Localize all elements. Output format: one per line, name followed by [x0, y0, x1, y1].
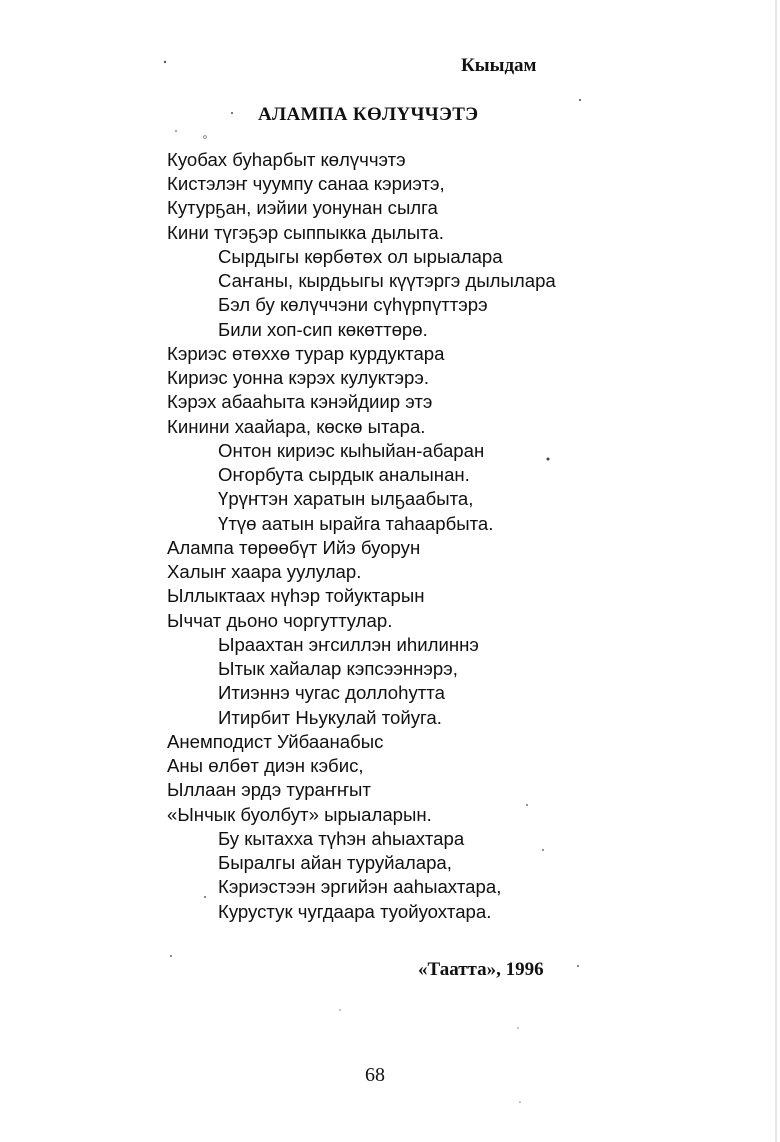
poem-line: Кэрэх абааһыта кэнэйдиир этэ [167, 391, 433, 413]
page-number: 68 [365, 1064, 385, 1086]
poem-line: Кистэлэҥ чуумпу санаа кэриэтэ, [167, 173, 445, 195]
poem-line: Ыраахтан эҥсиллэн иһилиннэ [218, 634, 479, 655]
poem-line: Ыллаан эрдэ тураҥҥыт [167, 779, 371, 801]
poem-line: Саҥаны, кырдьыгы күүтэргэ дылылара [218, 270, 556, 292]
poem-line: Аны өлбөт диэн кэбис, [167, 755, 364, 777]
stanza-2 [218, 245, 556, 342]
stanza-4 [218, 439, 493, 536]
poem-title: АЛАМПА КӨЛҮЧЧЭТЭ [258, 104, 479, 125]
poem-line: Онтон кириэс кыһыйан-абаран [218, 440, 485, 461]
poem-line: Бу кытахха түһэн аһыахтара [218, 828, 465, 849]
poem-line: Кэриэстээн эргийэн ааһыахтара, [218, 876, 502, 898]
poem-line: Быралгы айан туруйалара, [218, 852, 452, 874]
poem-line: Итиэннэ чугас доллоһутта [218, 682, 445, 704]
poem-line: Курустук чугдаара туойуохтара. [218, 900, 492, 922]
poem-line: Кинини хаайара, көскө ытара. [167, 415, 426, 437]
poem-line: Кэриэс өтөххө турар курдуктара [167, 343, 445, 364]
stanza-7 [167, 730, 432, 827]
poem-line: Алампа төрөөбүт Ийэ буорун [167, 537, 421, 558]
stanza-3 [167, 342, 444, 439]
poem-line: Оҥорбута сырдык аналынан. [218, 464, 470, 486]
poem-line: Кутурҕан, иэйии уонунан сылга [167, 197, 438, 219]
stanza-5 [167, 536, 425, 633]
poem-line: Бэл бу көлүччэни сүһүрпүттэрэ [218, 294, 488, 316]
source-attribution: «Таатта», 1996 [418, 959, 544, 980]
poem-line: Үтүө аатын ырайга таһаарбыта. [218, 512, 494, 534]
poem-line: Ыччат дьоно чоргуттулар. [167, 609, 393, 631]
poem-line: Били хоп-сип көкөттөрө. [218, 318, 428, 340]
poem-line: Итирбит Ньукулай тойуга. [218, 706, 442, 728]
poem-line: Куобах буһарбыт көлүччэтэ [167, 149, 406, 170]
stanza-6 [218, 633, 479, 730]
running-head: Кыыдам [461, 55, 537, 76]
poem-line: Анемподист Уйбаанабыс [167, 731, 384, 752]
poem-line: Үрүҥтэн харатын ылҕаабыта, [218, 488, 474, 510]
stanza-8 [218, 827, 501, 924]
poem-line: Ыллыктаах нүһэр тойуктарын [167, 585, 425, 607]
poem-line: Ытык хайалар кэпсээннэрэ, [218, 658, 458, 680]
poem-line: Халыҥ хаара уулулар. [167, 561, 362, 583]
poem-line: Кини түгэҕэр сыппыкка дылыта. [167, 221, 444, 243]
poem-line: «Ынчык буолбут» ырыаларын. [167, 803, 432, 825]
poem-line: Сырдыгы көрбөтөх ол ырыалара [218, 246, 503, 267]
stanza-1 [167, 148, 445, 245]
poem-line: Кириэс уонна кэрэх кулуктэрэ. [167, 367, 429, 389]
